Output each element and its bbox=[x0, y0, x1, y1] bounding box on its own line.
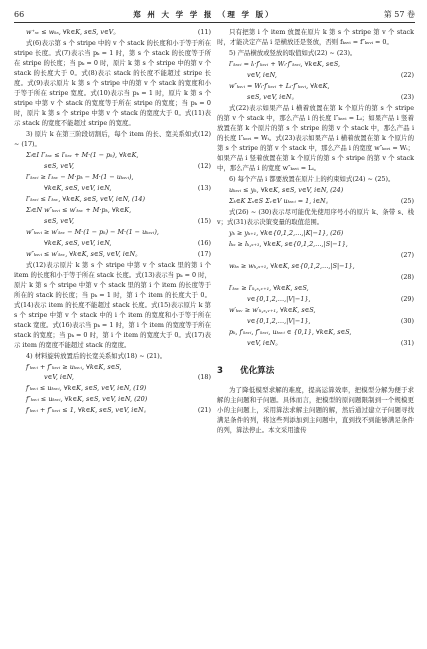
body-paragraph: 式(12)表示原片 k 第 s 个 stripe 中第 v 个 stack 里的第 i 个 item 的长度和小于等于所在 stack 长度。式(13)表示当 pₖ = 0 时，原片 k 第 s 个 stripe 中第 v 个 stack 里的第 i 个 item 的长度等于所在的 stack 的长度；当 pₖ = 1 时，第 i 个 item 的长度大于 0。式(14)表示 item 的长度不能超过 stack 长度。式(15)表示原片 k 第 s 个 stripe 中第 v 个 stack 中的 i 个 item 的宽度和小于等于所在 stack 宽度。式(16)表示当 pₖ = 1 时，第 i 个 item 的宽度等于所在 stack 的宽度；当 pₖ = 0 时，第 i 个 item 的宽度大于 0。式(17)表示 item 的宽度不能超过 stack 的宽度。 bbox=[14, 260, 211, 349]
equation-line bbox=[217, 229, 414, 239]
equation-expression: v∈{0,1,2,…,|V|−1}, bbox=[247, 294, 311, 303]
equation-expression bbox=[217, 251, 247, 261]
equation-number: (23) bbox=[400, 92, 414, 101]
equation-number bbox=[410, 229, 414, 239]
body-paragraph: 式(6)表示第 s 个 stripe 中的 v 个 stack 的长度和小于等于所在 stripe 长度。式(7)表示当 pₖ = 1 时，第 s 个 stack 的长度等于所在 stripe 的长度；当 pₖ = 0 时，原片 k 第 s 个 stripe 中的第 v 个 stack 的长度大于 0。式(8)表示 stack 的长度不能超过 stripe 长度。式(9)表示原片 k 第 s 个 stripe 中的第 v 个 stack 的宽度和小于等于所在 stripe 宽度。式(10)表示当 pₖ = 1 时，原片 k 第 s 个 stripe 中第 v 个 stack 的宽度等于所在 stripe 的宽度；当 pₖ = 0 时，原片 k 第 s 个 stripe 中第 v 个 stack 的宽度大于 0。式(11)表示 stack 的宽度不能超过 stripe 的宽度。 bbox=[14, 38, 211, 127]
equation-line bbox=[14, 228, 211, 238]
equation-expression: Σᵢ∈N w″ₖₛᵥᵢ ≤ w′ₖₛᵥ + M·pₖ, ∀k∈K, bbox=[26, 205, 132, 214]
equation-number: (12) bbox=[197, 161, 211, 170]
equation-number bbox=[410, 60, 414, 70]
equation-number: (28) bbox=[400, 272, 414, 281]
equation-expression: lₖₛ ≥ lₖ,ₛ₊₁, ∀k∈K, s∈{0,1,2,…,|S|−1}, bbox=[229, 239, 348, 248]
equation-number: (30) bbox=[400, 316, 414, 325]
equation-number: (15) bbox=[197, 216, 211, 225]
equation-number bbox=[207, 384, 211, 394]
body-paragraph: 式(22)表示如果产品 i 横着放置在第 k 个原片的第 s 个 stripe 的第 v 个 stack 中，那么产品 i 的长度 l″ₖₛᵥᵢ = Lᵢ；如果产品 i 竖着放置在第 k 个原片的第 s 个 stripe 的第 v 个 stack 中，那么产品 i 的长度 l″ₖₛᵥᵢ = Wᵢ。式(23)表示如果产品 i 横着放置在第 k 个原片的第 s 个 stripe 的第 v 个 stack 中，那么产品 i 的宽度 w″ₖₛᵥᵢ = Wᵢ；如果产品 i 竖着放置在第 k 个原片的第 s 个 stripe 的第 v 个 stack 中，那么产品 i 的宽度 w″ₖₛᵥᵢ = Lᵢ。 bbox=[217, 103, 414, 172]
equation-expression: l″ₖₛᵥᵢ ≤ l′ₖₛᵥ, ∀k∈K, s∈S, v∈V, i∈N, (14) bbox=[26, 194, 145, 203]
body-paragraph: 只有把第 i 个 item 放置在原片 k 第 s 个 stripe 第 v 个 stack 时，才能决定产品 i 是横放还是竖放，否则 fₖₛᵥᵢ = f″ₖₛᵥᵢ = 0。 bbox=[217, 28, 414, 46]
equation-expression: l″ₖₛᵥᵢ ≥ l′ₖₛᵥ − M·pₖ − M·(1 − uₖₛᵥᵢ), bbox=[26, 172, 134, 181]
section-number: 3 bbox=[217, 365, 223, 376]
equation-expression: ∀k∈K, s∈S, v∈V, i∈N, bbox=[44, 183, 112, 192]
body-paragraph: 3) 原片 k 在第三阶段切割后，每个 item 的长、宽关系如式(12) ~ (17)。 bbox=[14, 129, 211, 148]
equation-number: (31) bbox=[400, 338, 414, 347]
equation-line bbox=[14, 151, 211, 161]
body-paragraph: 式(26) ~ (30)表示尽可能优先使用序号小的原片 k、条带 s、栈 v；式(31)表示决策变量的取值范围。 bbox=[217, 207, 414, 226]
equation-number bbox=[410, 240, 414, 250]
equation-line bbox=[14, 162, 211, 172]
equation-expression: f′ₖₛᵥᵢ + f″ₖₛᵥᵢ ≥ uₖₛᵥᵢ, ∀k∈K, s∈S, bbox=[26, 362, 122, 371]
equation-expression: l″ₖₛᵥᵢ = lᵢ·f′ₖₛᵥᵢ + Wᵢ·f″ₖₛᵥᵢ, ∀k∈K, s∈S, bbox=[229, 59, 341, 68]
equation-line bbox=[217, 273, 414, 283]
right-column-body bbox=[217, 28, 414, 349]
equation-expression: w″ₖₛᵥᵢ ≥ w′ₖₛᵥ − M·(1 − pₖ) − M·(1 − uₖₛᵥᵢ), bbox=[26, 227, 159, 236]
equation-line bbox=[217, 186, 414, 196]
equation-number bbox=[207, 228, 211, 238]
equation-expression: v∈V, i∈N。 bbox=[247, 338, 282, 347]
equation-line bbox=[217, 262, 414, 272]
equation-number bbox=[207, 173, 211, 183]
equation-number: (22) bbox=[400, 70, 414, 79]
equation-line bbox=[14, 28, 211, 38]
equation-expression: l′ₖₛᵥ ≥ l′ₖ,ₛ,ᵥ₊₁, ∀k∈K, s∈S, bbox=[229, 283, 309, 292]
equation-number bbox=[410, 186, 414, 196]
equation-expression bbox=[217, 273, 247, 283]
equation-number bbox=[410, 328, 414, 338]
equation-line bbox=[217, 328, 414, 338]
equation-line bbox=[14, 373, 211, 383]
header-rule bbox=[14, 22, 415, 23]
equation-expression: uₖₛᵥᵢ ≤ yₖ, ∀k∈K, s∈S, v∈V, i∈N, (24) bbox=[229, 185, 344, 194]
equation-expression: w″ₖₛᵥᵢ = Wᵢ·f′ₖₛᵥᵢ + Lᵢ·f″ₖₛᵥᵢ, ∀k∈K, bbox=[229, 81, 330, 90]
equation-expression: wₖₛ ≥ wₖ,ₛ₊₁, ∀k∈K, s∈{0,1,2,…,|S|−1}, bbox=[229, 261, 355, 270]
equation-number bbox=[410, 306, 414, 316]
equation-expression: f′ₖₛᵥᵢ + f″ₖₛᵥᵢ ≤ 1, ∀k∈K, s∈S, v∈V, i∈N。 bbox=[26, 406, 151, 415]
equation-line bbox=[217, 284, 414, 294]
section-title: 优化算法 bbox=[239, 365, 275, 376]
equation-line bbox=[14, 217, 211, 227]
journal-title: 郑 州 大 学 学 报 （理 学 版） bbox=[133, 9, 275, 19]
section-heading bbox=[217, 365, 414, 378]
volume-label: 第 57 卷 bbox=[383, 9, 415, 19]
equation-line bbox=[14, 184, 211, 194]
equation-expression: f′ₖₛᵥᵢ ≤ uₖₛᵥᵢ, ∀k∈K, s∈S, v∈V, i∈N, (19) bbox=[26, 384, 147, 393]
equation-number bbox=[410, 262, 414, 272]
equation-line bbox=[217, 71, 414, 81]
equation-number: (27) bbox=[400, 250, 414, 259]
equation-number: (29) bbox=[400, 294, 414, 303]
equation-line bbox=[14, 250, 211, 260]
equation-line bbox=[14, 406, 211, 416]
equation-number bbox=[207, 395, 211, 405]
running-header bbox=[14, 8, 415, 20]
right-column bbox=[217, 28, 414, 437]
equation-line bbox=[217, 306, 414, 316]
body-paragraph: 6) 每个产品 i 都要放置在原片上的约束如式(24) ~ (25)。 bbox=[229, 174, 395, 183]
equation-expression: yₖ ≥ yₖ₊₁, ∀k∈{0,1,2,…,|K|−1}, (26) bbox=[229, 228, 344, 237]
equation-expression: pₖ, f′ₖₛᵥᵢ, f″ₖₛᵥᵢ, uₖₛᵥᵢ ∈ {0,1}, ∀k∈K, s∈S, bbox=[229, 327, 352, 336]
equation-expression: Σₖ∈K Σₛ∈S Σᵥ∈V uₖₛᵥᵢ = 1, i∈N。 bbox=[229, 196, 333, 205]
equation-line bbox=[217, 251, 414, 261]
equation-expression: v∈V, i∈N, bbox=[44, 373, 74, 382]
equation-expression: w′ₖₛᵥ ≥ w′ₖ,ₛ,ᵥ₊₁, ∀k∈K, s∈S, bbox=[229, 305, 316, 314]
equation-number bbox=[410, 284, 414, 294]
equation-line bbox=[14, 384, 211, 394]
equation-line bbox=[217, 197, 414, 207]
equation-number: (11) bbox=[197, 28, 211, 36]
equation-expression: w⁺ₛᵥ ≤ wₖₛ, ∀k∈K, s∈S, v∈V。 bbox=[26, 28, 120, 36]
equation-number bbox=[207, 206, 211, 216]
left-column bbox=[14, 28, 211, 417]
equation-expression: ∀k∈K, s∈S, v∈V, i∈N, bbox=[44, 238, 112, 247]
body-paragraph: 5) 产品横放或竖放的取值如式(22) ~ (23)。 bbox=[229, 48, 357, 57]
equation-number: (18) bbox=[197, 373, 211, 382]
equation-line bbox=[14, 195, 211, 205]
equation-line bbox=[14, 239, 211, 249]
equation-line bbox=[14, 173, 211, 183]
section-paragraph: 为了降低模型求解的难度，提高运算效率，把模型分解为便于求解的主问题和子问题。具体而言，把模型的原问题限制到一个规模更小的主问题上，采用算法求解主问题的解，然后通过建立子问题寻找满足条件的列，将这些列添加到主问题中，直到找不到能够满足条件的列，算法停止。本文采用遗传 bbox=[217, 385, 414, 434]
equation-number bbox=[207, 151, 211, 161]
equation-number bbox=[207, 363, 211, 373]
equation-number bbox=[410, 82, 414, 92]
equation-expression: v∈{0,1,2,…,|V|−1}, bbox=[247, 316, 311, 325]
equation-expression: s∈S, v∈V, bbox=[44, 161, 75, 170]
equation-line bbox=[217, 93, 414, 103]
equation-expression: w″ₖₛᵥᵢ ≤ w′ₖₛᵥ, ∀k∈K, s∈S, v∈V, i∈N。 bbox=[26, 249, 142, 258]
equation-expression: s∈S, v∈V, i∈N。 bbox=[247, 92, 298, 101]
equation-line bbox=[217, 240, 414, 250]
equation-expression: f″ₖₛᵥᵢ ≤ uₖₛᵥᵢ, ∀k∈K, s∈S, v∈V, i∈N, (20) bbox=[26, 395, 148, 404]
equation-line bbox=[217, 317, 414, 327]
body-paragraph: 4) 材料旋转放置后的长宽关系如式(18) ~ (21)。 bbox=[26, 351, 167, 360]
equation-number bbox=[207, 195, 211, 205]
equation-number: (16) bbox=[197, 238, 211, 247]
equation-expression: Σᵢ∈I l″ₖₛᵥ ≤ l′ₖₛᵥ + M·(1 − pₖ), ∀k∈K, bbox=[26, 150, 139, 159]
equation-number: (25) bbox=[400, 196, 414, 205]
equation-line bbox=[217, 82, 414, 92]
equation-line bbox=[14, 363, 211, 373]
equation-expression: s∈S, v∈V, bbox=[44, 216, 75, 225]
equation-line bbox=[217, 60, 414, 70]
equation-line bbox=[217, 295, 414, 305]
equation-number: (17) bbox=[197, 249, 211, 258]
equation-number: (21) bbox=[197, 406, 211, 415]
equation-line bbox=[217, 339, 414, 349]
page-number: 66 bbox=[14, 9, 25, 19]
equation-expression: v∈V, i∈N, bbox=[247, 70, 277, 79]
equation-line bbox=[14, 206, 211, 216]
equation-line bbox=[14, 395, 211, 405]
equation-number: (13) bbox=[197, 183, 211, 192]
